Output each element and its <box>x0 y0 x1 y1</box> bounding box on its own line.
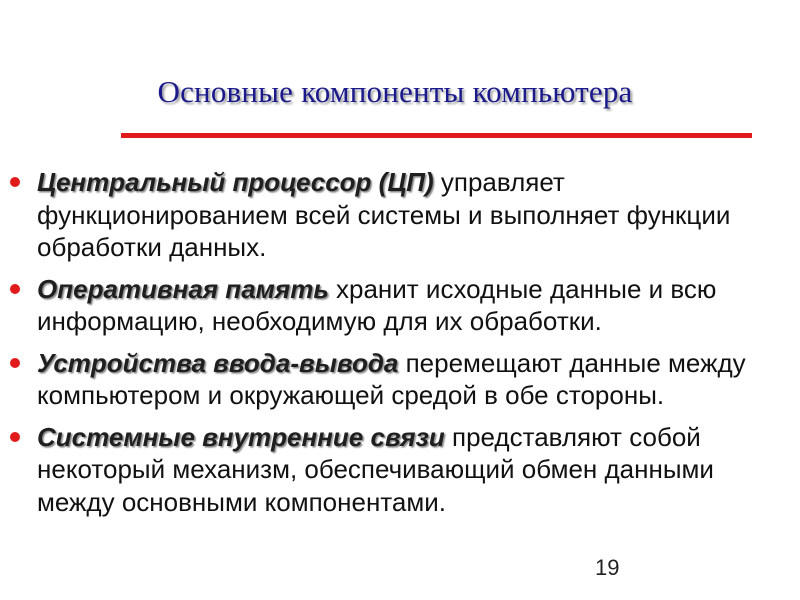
bullet-dot-icon <box>10 284 20 294</box>
bullet-item-io <box>0 347 800 412</box>
bullet-text: перемещают данные между компьютером и окружающей средой в обе стороны. <box>37 347 746 410</box>
bullet-term: Оперативная память <box>37 273 329 304</box>
bullet-item-bus <box>0 421 800 519</box>
bullet-term: Устройства ввода-вывода <box>37 347 399 378</box>
slide-title: Основные компоненты компьютера <box>157 74 633 109</box>
bullet-text: хранит исходные данные и всю информацию, необходимую для их обработки. <box>37 273 717 336</box>
bullet-text: управляет функционированием всей системы и выполняет функции обработки данных. <box>37 167 731 262</box>
bullet-term: Системные внутренние связи <box>37 421 445 452</box>
bullet-item-ram <box>0 273 800 338</box>
bullet-dot-icon <box>10 358 20 368</box>
bullet-dot-icon <box>10 177 20 187</box>
page-number: 19 <box>595 555 620 580</box>
bullet-dot-icon <box>10 432 20 442</box>
title-underline <box>121 133 752 138</box>
bullet-item-cpu <box>0 166 800 264</box>
bullet-text: представляют собой некоторый механизм, обеспечивающий обмен данными между основными компонентами. <box>37 421 714 517</box>
bullet-term: Центральный процессор (ЦП) <box>37 167 434 197</box>
bullet-list <box>0 166 800 527</box>
